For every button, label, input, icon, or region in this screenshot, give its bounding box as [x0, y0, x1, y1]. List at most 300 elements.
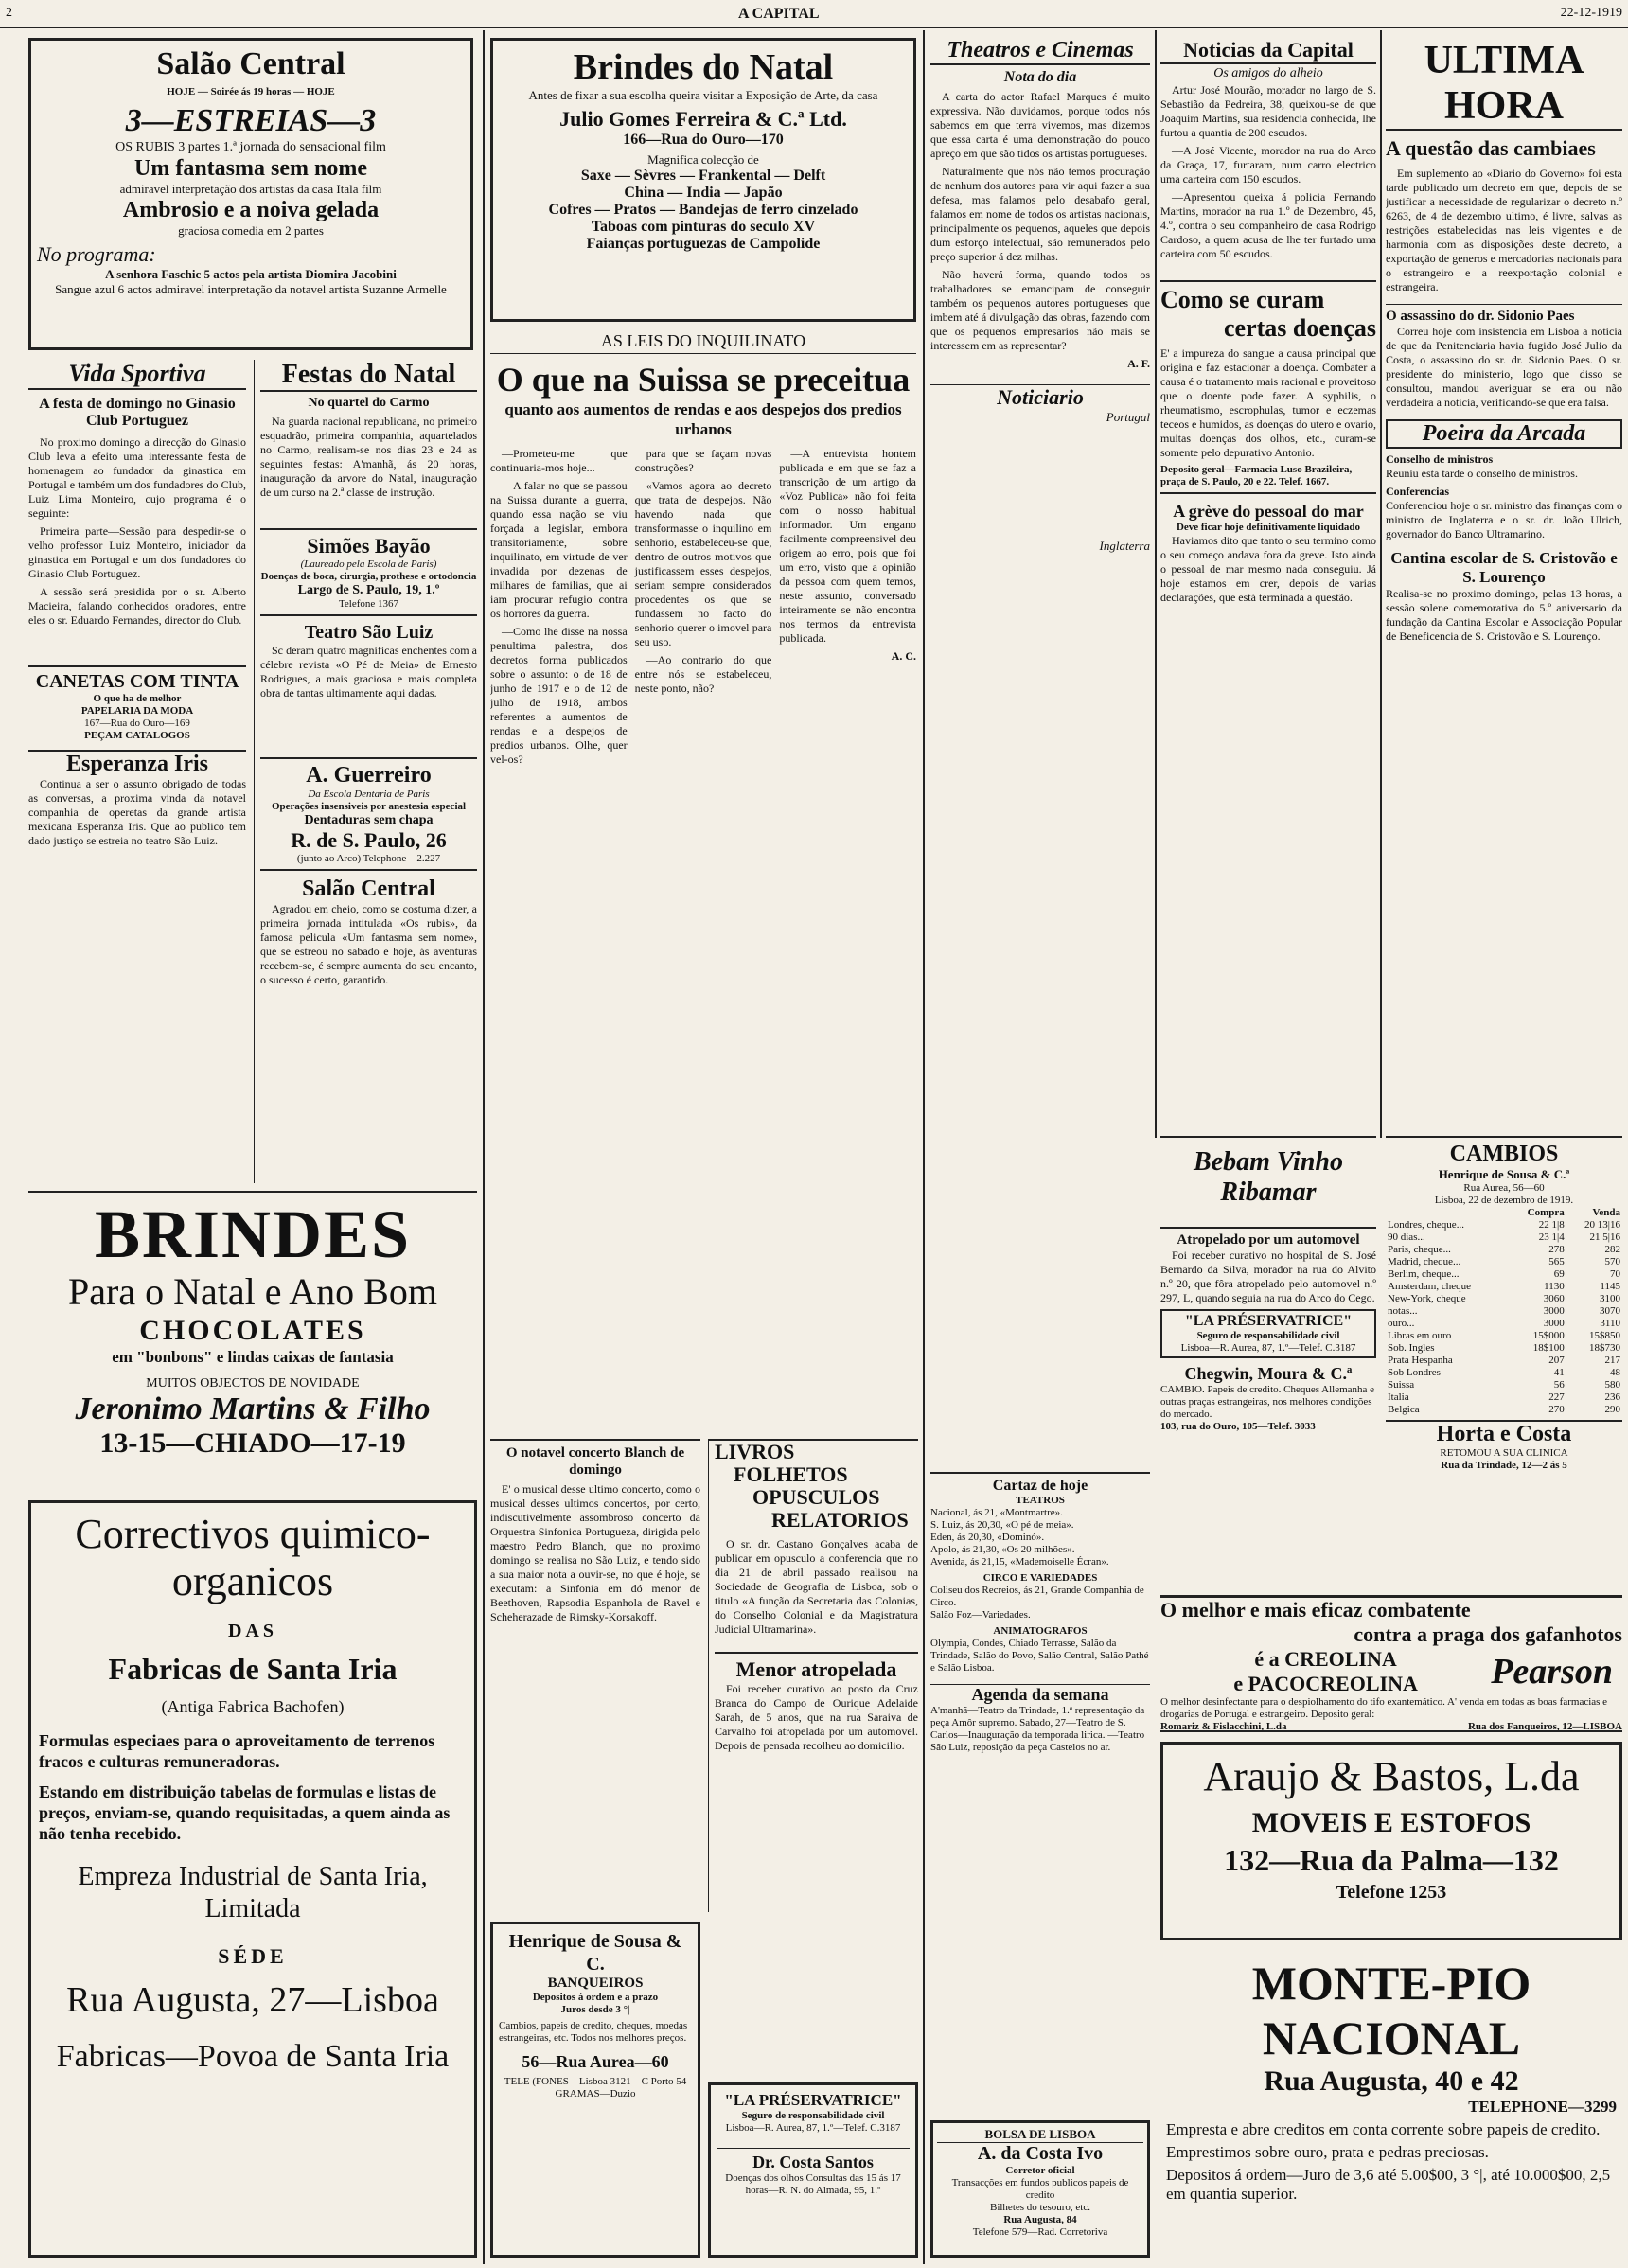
table-cell: 290: [1604, 1404, 1620, 1415]
ad-title: Dr. Costa Santos: [717, 2148, 910, 2172]
livros-article: [708, 1439, 918, 1912]
column-header: Compra: [1527, 1207, 1565, 1218]
ad-title: CANETAS COM TINTA: [35, 671, 239, 692]
column-rule: [1155, 30, 1157, 1138]
table-cell: 21 5|16: [1589, 1231, 1620, 1243]
table-cell: 580: [1604, 1379, 1620, 1391]
table-cell: Paris, cheque...: [1388, 1244, 1451, 1255]
table-header: [1386, 1207, 1622, 1219]
table-cell: 23 1|4: [1538, 1231, 1565, 1243]
table-cell: 236: [1604, 1391, 1620, 1403]
list-item: Avenida, ás 21,15, «Mademoiselle Écran».: [930, 1556, 1109, 1568]
headline: RELATORIOS: [771, 1508, 909, 1532]
column-header: Venda: [1592, 1207, 1620, 1218]
noticias-capital-column: [1160, 38, 1376, 1136]
paragraph: A carta do actor Rafael Marques é muito expressiva. Não duvidamos, porque todos nós sabemos em que terra vivemos, mas dizemos que essa carta é uma demonstração do pouco apreço em que são tidos os artistas portugueses.: [930, 90, 1150, 160]
ad-line: A senhora Faschic 5 actos pela artista Diomira Jacobini: [105, 267, 397, 281]
table-row: [1386, 1355, 1622, 1367]
table-cell: 18$100: [1532, 1342, 1565, 1354]
ad-line: PEÇAM CATALOGOS: [84, 730, 190, 741]
paragraph: Sc deram quatro magnificas enchentes com a célebre revista «O Pé de Meia» de Ernesto Rodrigues, a mais graciosa e mais completa obra de tantas ultimamente aqui dadas.: [260, 644, 477, 700]
canetas-ad: [28, 665, 246, 742]
newspaper-name: A CAPITAL: [738, 6, 820, 22]
curam-ad: [1160, 280, 1376, 494]
ad-line: Deposito geral—Farmacia Luso Brazileira, praça de S. Paulo, 20 e 22. Telef. 1667.: [1160, 464, 1353, 487]
ad-line: Faianças portuguezas de Campolide: [586, 236, 821, 252]
table-cell: 20 13|16: [1584, 1219, 1620, 1231]
ad-title: Brindes do Natal: [573, 47, 834, 87]
brindes-ad: [28, 1191, 477, 1494]
headline: O assassino do dr. Sidonio Paes: [1386, 304, 1622, 325]
section-masthead: Noticias da Capital: [1160, 38, 1376, 64]
brand-name: Pearson: [1491, 1652, 1613, 1692]
subhead: No quartel do Carmo: [308, 396, 430, 410]
paragraph: Não haverá forma, quando todos os trabalhadores se emancipam de conseguir também os pequenos autores portugueses que imbem até á divulgação das obras, fazendo com que os pequenos empresarios não mais se interessem em as representar?: [930, 268, 1150, 352]
signature: A. F.: [1127, 357, 1150, 370]
article-headline: O que na Suissa se preceitua: [496, 361, 911, 399]
table-cell: 1130: [1544, 1281, 1565, 1292]
ad-line: Cambios, papeis de credito, cheques, moedas estrangeiras, etc. Todos nos melhores preços.: [499, 2020, 688, 2044]
ad-line: Dentaduras sem chapa: [304, 813, 434, 827]
montepio-ad: [1160, 1950, 1622, 2262]
article-body: Reuniu esta tarde o conselho de ministros.: [1386, 467, 1578, 480]
ad-title: A. Guerreiro: [306, 763, 432, 788]
ad-line: Doenças dos olhos Consultas das 15 ás 17 horas—R. N. do Almada, 95, 1.º: [725, 2172, 901, 2196]
ad-line: Doenças de boca, cirurgia, prothese e ortodoncia: [260, 571, 477, 582]
ad-title: "LA PRÉSERVATRICE": [1184, 1313, 1353, 1329]
paragraph: E' o musical desse ultimo concerto, como o musical desses ultimos concertos, por certo, indiscutivelmente assombroso concerto da Orquestra Sinfonica Portugueza, dirigida pelo maestro Pedro Blanch, que no proximo domingo se realisa no São Luiz, e tendo sido a sua maior nota a ouvir-se, no que é hoje, se executam: a Sinfonia em dó menor de Beethoven, Rapsodia Espanhola de Ravel e Scheherazade de Rimsky-Korsakoff.: [490, 1482, 700, 1623]
henrique-sousa-ad: [490, 1922, 700, 2258]
ad-title: certas doenças: [1223, 314, 1376, 342]
list-item: Apolo, ás 21,30, «Os 20 milhões».: [930, 1544, 1075, 1555]
table-cell: 22 1|8: [1538, 1219, 1565, 1231]
headline: LIVROS: [715, 1440, 795, 1463]
article-body: [1386, 167, 1622, 294]
paragraph: —Prometeu-me que continuaria-mos hoje...: [490, 447, 628, 474]
subhead: Os amigos do alheio: [1213, 66, 1323, 80]
ad-address: 103, rua do Ouro, 105—Telef. 3033: [1160, 1421, 1316, 1432]
list-item: Coliseu dos Recreios, ás 21, Grande Companhia de Circo.: [930, 1585, 1144, 1608]
table-cell: Amsterdam, cheque: [1388, 1281, 1471, 1292]
paragraph: Correu hoje com insistencia em Lisboa a noticia de que da Penitenciaria havia fugido José Julio da Costa, o assassino do sr. dr. Sidonio Paes. O sr. presidente do ministerio, logo que disso se consultou, mandou averiguar se era ou não verdadeira a noticia, verificando-se que era falsa.: [1386, 325, 1622, 409]
ultima-hora-column: [1386, 38, 1622, 1126]
ad-line: TELEPHONE—3299: [1468, 2098, 1617, 2116]
issue-date: 22-12-1919: [1560, 6, 1622, 20]
list-item: S. Luiz, ás 20,30, «O pé de meia».: [930, 1519, 1074, 1531]
ad-line: CHOCOLATES: [139, 1315, 366, 1346]
table-cell: 3000: [1543, 1318, 1565, 1329]
paragraph: —Como lhe disse na nossa penultima palestra, dos decretos forma publicados sobre o assunto: o de 18 de junho de 1917 e o de 12 de julho de 1918, ambos referentes a aumentos de rendas e a despejos de predios urbanos. Olhe, quer vel-os?: [490, 625, 628, 766]
article-body: [930, 90, 1150, 353]
table-cell: Londres, cheque...: [1388, 1219, 1464, 1231]
table-cell: 3100: [1600, 1293, 1620, 1304]
ad-line: em "bonbons" e lindas caixas de fantasia: [112, 1348, 394, 1366]
ad-line: DAS: [227, 1621, 277, 1641]
bolsa-ad: [930, 2120, 1150, 2258]
table-row: [1386, 1281, 1622, 1293]
ad-title: Bebam Vinho: [1194, 1147, 1343, 1177]
article-column: [490, 447, 628, 771]
ad-address: Rua dos Fanqueiros, 12—LISBOA: [1467, 1721, 1622, 1732]
ad-line: Transacções em fundos publicos papeis de credito: [951, 2177, 1129, 2201]
table-row: [1386, 1391, 1622, 1404]
ad-line: admiravel interpretação dos artistas da casa Itala film: [119, 182, 382, 196]
table-cell: 3110: [1600, 1318, 1620, 1329]
araujo-bastos-ad: [1160, 1742, 1622, 1940]
paragraph: Na guarda nacional republicana, no primeiro esquadrão, primeira companhia, aquartelados no Carmo, realisam-se nos dias 23 e 24 as seguintes festas: A'manhã, ás 20 horas, inauguração da arvore do Natal, inauguração de um curso na 2.ª classe de instrução.: [260, 415, 477, 499]
paragraph: —A José Vicente, morador na rua do Arco da Graça, 17, furtaram, num carro electrico uma carteira com 150 escudos.: [1160, 144, 1376, 186]
subhead: TEATROS: [1016, 1495, 1065, 1506]
list-item: Olympia, Condes, Chiado Terrasse, Salão da Trindade, Salão do Povo, Salão Central, Salão Pathé e Salão Lisboa.: [930, 1638, 1149, 1674]
ad-title: Salão Central: [156, 46, 345, 81]
table-row: [1386, 1219, 1622, 1231]
ad-line: Empresta e abre creditos em conta corrente sobre papeis de credito.: [1166, 2120, 1601, 2138]
ad-firm: Julio Gomes Ferreira & C.ª Ltd.: [559, 107, 847, 131]
headline: A festa de domingo no Ginasio Club Portuguez: [39, 396, 236, 429]
table-row: [1386, 1268, 1622, 1281]
ad-line: Telefone 1367: [338, 598, 399, 610]
table-cell: Italia: [1388, 1391, 1409, 1403]
festas-natal-column: [254, 360, 477, 1183]
creolina-ad: [1160, 1595, 1622, 1732]
section-masthead: Poeira da Arcada: [1386, 419, 1622, 449]
table-cell: New-York, cheque: [1388, 1293, 1466, 1304]
table-cell: 90 dias...: [1388, 1231, 1425, 1243]
table-cell: 15$850: [1589, 1330, 1620, 1341]
column-rule: [483, 30, 485, 2264]
table-row: [1386, 1244, 1622, 1256]
ad-line: Magnifica colecção de: [647, 152, 759, 167]
ad-line: 167—Rua do Ouro—169: [84, 718, 190, 729]
ad-address: 13-15—CHIADO—17-19: [99, 1427, 406, 1459]
ad-line: Da Escola Dentaria de Paris: [308, 788, 430, 800]
subhead: Conselho de ministros: [1386, 452, 1494, 466]
article-body: [1160, 1249, 1376, 1305]
ad-title: BOLSA DE LISBOA: [937, 2127, 1143, 2143]
subhead: Conferencias: [1386, 485, 1450, 498]
correctivos-ad: [28, 1500, 477, 2258]
ad-title: Como se curam: [1160, 286, 1325, 313]
list-item: Eden, ás 20,30, «Dominó».: [930, 1532, 1045, 1543]
article-body: Conferenciou hoje o sr. ministro das finanças com o ministro de Inglaterra e o sr. dr. João Ulrich, governador do Banco Ultramarino.: [1386, 499, 1622, 540]
ad-title: MONTE-PIO NACIONAL: [1251, 1957, 1531, 2064]
subhead: CIRCO E VARIEDADES: [982, 1572, 1098, 1584]
list-item: Nacional, ás 21, «Montmartre».: [930, 1507, 1063, 1518]
paragraph: Agradou em cheio, como se costuma dizer, a primeira jornada intitulada «Os rubis», da famosa pelicula «Um fantasma sem nome», que se estreou no sabado e hoje, ás aventuras recebem-se, é sempre aumenta do seu encanto, o sucesso é certo, garantido.: [260, 902, 477, 986]
article-body: [260, 644, 477, 700]
ad-film-title: Um fantasma sem nome: [134, 156, 367, 181]
paragraph: Artur José Mourão, morador no largo de S. Sebastião da Pedreira, 38, queixou-se de que Joaquim Martins, sua residencia conhecida, lhe furtou a quantia de 200 escudos.: [1160, 83, 1376, 139]
ad-line: BANQUEIROS: [547, 1976, 644, 1991]
subhead: Nota do dia: [1003, 69, 1077, 85]
table-cell: 278: [1548, 1244, 1565, 1255]
ad-line: TELE (FONES—Lisboa 3121—C Porto 54 GRAMAS—Duzio: [504, 2076, 687, 2100]
ad-line: Taboas com pinturas do seculo XV: [591, 219, 816, 235]
preservatrice-ad: [708, 2082, 918, 2258]
ad-line: Emprestimos sobre ouro, prata e pedras preciosas.: [1166, 2143, 1489, 2161]
ad-address: Rua Augusta, 84: [1003, 2214, 1077, 2225]
paragraph: «Vamos agora ao decreto que trata de despejos. Não havendo nada que transformasse o inquilino em senhorio, estabeleceu-se que, dentro de outros motivos que justificassem esses despejos, seriam sempre considerados procedentes os que se fundassem no facto do senhorio querer o imovel para seu uso.: [634, 479, 772, 648]
column-rule: [1380, 30, 1382, 1138]
inquilinato-article: [490, 331, 916, 1429]
article-body: [1160, 83, 1376, 261]
table-cell: 56: [1553, 1379, 1565, 1391]
headline: Menor atropelada: [715, 1652, 918, 1682]
table-row: [1386, 1318, 1622, 1330]
article-body: [1160, 534, 1376, 605]
salao-central-ad: [28, 38, 473, 350]
ad-line: Estando em distribuição tabelas de formulas e listas de preços, enviam-se, quando requisitadas, a quem ainda as não tenha recebido.: [39, 1782, 451, 1843]
paragraph: Foi receber curativo ao posto da Cruz Branca do Campo de Ourique Adelaide Sarah, de 5 anos, que na rua Saraiva de Carvalho foi atropelada por um automovel. Depois de pensada recolheu ao domicilio.: [715, 1682, 918, 1752]
table-row: [1386, 1404, 1622, 1416]
paragraph: Primeira parte—Sessão para despedir-se o velho professor Luiz Monteiro, iniciador da ginastica em Portugal e um dos fundadores do Ginasio Club Portuguez.: [28, 524, 246, 580]
table-cell: 69: [1553, 1268, 1565, 1280]
ad-programa: No programa:: [37, 242, 156, 266]
ad-line: Fabricas de Santa Iria: [108, 1652, 398, 1686]
article-body: [715, 1537, 918, 1637]
table-cell: 48: [1610, 1367, 1620, 1378]
headline: Cartaz de hoje: [992, 1478, 1088, 1494]
ad-line: SÉDE: [218, 1944, 288, 1968]
ad-line: Telefone 1253: [1336, 1882, 1447, 1903]
paragraph: No proximo domingo a direcção do Ginasio Club leva a efeito uma interessante festa de homenagem ao fundador da ginastica em Portugal e também um dos fundadores do Club, Luiz Lima Monteiro, cujo programa é o seguinte:: [28, 435, 246, 520]
paragraph: —A falar no que se passou na Suissa durante a guerra, quando essa nação se viu forçada a legislar, embora transitoriamente, sobre inquilinato, em virtude de ver invadida por dezenas de milhares de familias, que ai iam procurar refugio contra os horrores da guerra.: [490, 479, 628, 620]
article-column: [635, 447, 772, 771]
table-cell: 18$730: [1589, 1342, 1620, 1354]
headline: Festas do Natal: [260, 360, 477, 392]
table-cell: notas...: [1388, 1305, 1418, 1317]
headline: FOLHETOS: [734, 1462, 848, 1486]
ad-line: Juros desde 3 °|: [560, 2004, 630, 2015]
ad-line: Rua da Trindade, 12—2 ás 5: [1441, 1460, 1567, 1471]
ad-line: Lisboa—R. Aurea, 87, 1.º—Telef. C.3187: [1180, 1342, 1356, 1354]
paragraph: —Ao contrario do que entre nós se estabeleceu, neste ponto, não?: [634, 653, 772, 695]
list-item: A'manhã—Teatro da Trindade, 1.ª representação da peça Amôr supremo. Sabado, 27—Teatro de S. Carlos—Inauguração da temporada lirica. —Teatro São Luiz, reposição da peça Castelos no ar.: [930, 1705, 1145, 1753]
ad-line: PAPELARIA DA MODA: [80, 705, 194, 717]
headline: Salão Central: [302, 877, 435, 901]
article-column: [779, 447, 916, 771]
ad-line: CAMBIO. Papeis de credito. Cheques Allemanha e outras praças estrangeiras, nos melhores condições do mercado.: [1160, 1384, 1375, 1420]
ad-address: 132—Rua da Palma—132: [1224, 1843, 1559, 1877]
table-cell: 3070: [1600, 1305, 1620, 1317]
article-body: [260, 415, 477, 500]
cambios-table: [1386, 1207, 1622, 1416]
ad-line: contra a praga dos gafanhotos: [1354, 1622, 1622, 1646]
ad-firm: Romariz & Fislacchini, L.da: [1160, 1721, 1287, 1732]
list-item: Salão Foz—Variedades.: [930, 1609, 1031, 1621]
paragraph: —A entrevista hontem publicada e em que se faz a transcrição de um artigo da «Voz Publica» não foi feita com o nosso habitual informador. Um engano facilmente compreensivel deu origem ao erro, pois que foi um erro, visto que a opinião da pessoa com quem temos, neste assunto, conversado inteiramente se não encontra nos termos da entrevista publicada.: [779, 447, 916, 645]
ad-address: Rua Augusta, 27—Lisboa: [66, 1980, 439, 2020]
table-cell: 1145: [1600, 1281, 1620, 1292]
simoes-bayao-ad: [260, 528, 477, 616]
table-cell: Belgica: [1388, 1404, 1420, 1415]
table-cell: 217: [1604, 1355, 1620, 1366]
column-rule: [923, 30, 925, 2264]
ad-line: Sangue azul 6 actos admiravel interpretação da notavel artista Suzanne Armelle: [55, 282, 447, 296]
article-body: [28, 777, 246, 848]
ad-line: Antes de fixar a sua escolha queira visitar a Exposição de Arte, da casa: [528, 88, 878, 102]
article-kicker: AS LEIS DO INQUILINATO: [490, 331, 916, 354]
article-columns: [490, 447, 916, 771]
table-cell: Berlim, cheque...: [1388, 1268, 1460, 1280]
table-body: [1386, 1219, 1622, 1416]
ad-address: Fabricas—Povoa de Santa Iria: [56, 2039, 450, 2074]
ad-line: Corretor oficial: [1005, 2165, 1075, 2176]
table-cell: 282: [1604, 1244, 1620, 1255]
table-cell: 15$000: [1532, 1330, 1565, 1341]
ad-line: Formulas especiaes para o aproveitamento de terrenos fracos e culturas remuneradoras.: [39, 1731, 435, 1771]
ad-firm: Jeronimo Martins & Filho: [75, 1391, 431, 1426]
ad-line: Cofres — Pratos — Bandejas de ferro cinzelado: [548, 202, 858, 218]
ad-body: E' a impureza do sangue a causa principal que origina e faz estacionar a doença. Combater a causa é o tratamento mais racional e proveitoso que o doente pode fazer. A syphilis, o rheumatismo, escrophulas, tumor e eczemas teceos e humidos, as doenças do utero e ovario, muitas doenças dos olhos, etc., curam-se somente pelo depurativo Antonio.: [1160, 346, 1376, 459]
table-row: [1386, 1256, 1622, 1268]
headline: Agenda da semana: [930, 1684, 1150, 1705]
ad-line: Depositos á ordem—Juro de 3,6 até 5.00$00, 3 °|, até 10.000$00, 2,5 em quantia superior.: [1166, 2166, 1611, 2203]
ad-line: R. de S. Paulo, 26: [291, 828, 447, 852]
ad-line: Saxe — Sèvres — Frankental — Delft: [580, 168, 826, 184]
table-cell: Suissa: [1388, 1379, 1415, 1391]
table-cell: ouro...: [1388, 1318, 1415, 1329]
ad-line: O que ha de melhor: [93, 693, 182, 704]
ad-line: é a CREOLINA: [1254, 1647, 1397, 1671]
ad-firm: Empreza Industrial de Santa Iria, Limitada: [78, 1862, 428, 1923]
subhead: Inglaterra: [1099, 539, 1150, 553]
ad-firm: A. da Costa Ivo: [977, 2143, 1104, 2164]
table-cell: Madrid, cheque...: [1388, 1256, 1461, 1267]
paragraph: A sessão será presidida por o sr. Alberto Macieira, falando conhecidos oradores, entre eles o sr. Eduardo Fernandes, director do Club.: [28, 585, 246, 627]
ad-title: Simões Bayão: [307, 534, 431, 558]
ad-subtitle: HOJE — Soirée ás 19 horas — HOJE: [167, 86, 335, 97]
ad-title: Horta e Costa: [1386, 1420, 1622, 1447]
article-body: [1386, 325, 1622, 410]
headline: CAMBIOS: [1449, 1142, 1559, 1166]
table-cell: 570: [1604, 1256, 1620, 1267]
ad-title: Correctivos quimico-organicos: [75, 1511, 431, 1604]
ad-title: Araujo & Bastos, L.da: [1203, 1753, 1580, 1799]
ad-line: Telefone 579—Rad. Corretoriva: [972, 2226, 1108, 2238]
table-cell: Prata Hespanha: [1388, 1355, 1453, 1366]
ad-line: (Antiga Fabrica Bachofen): [161, 1697, 345, 1716]
paragraph: Em suplemento ao «Diario do Governo» foi esta tarde publicado um decreto em que, depois de se justificar a necessidade de regularizar o decreto n.º 6263, de 4 de dezembro ultimo, é livre, salvas as restrições estabelecidas nas leis vigentes e de harmonia com as disposições deste decreto, a exportação de generos e mercadorias nacionais para o estrangeiro e a reexportação colonial e estrangeira.: [1386, 167, 1622, 293]
ad-line: O melhor desinfectante para o despiolhamento do tifo exantemático. A' venda em todas as boas farmacias e drogarias de Portugal e estrangeiro. Deposito geral:: [1160, 1696, 1608, 1720]
article-body: [28, 435, 246, 628]
paragraph: para que se façam novas construções?: [634, 447, 772, 474]
ad-title: "LA PRÉSERVATRICE": [724, 2091, 902, 2109]
paragraph: Continua a ser o assunto obrigado de todas as conversas, a proxima vinda da notavel companhia de operetas da grande artista mexicana Esperanza Iris. Que ao publico tem dado justiço se estreia no teatro São Luiz.: [28, 777, 246, 847]
table-cell: Sob Londres: [1388, 1367, 1441, 1378]
table-cell: 270: [1548, 1404, 1565, 1415]
ad-line: O melhor e mais eficaz combatente: [1160, 1598, 1471, 1621]
ad-firm: Chegwin, Moura & C.ª: [1184, 1364, 1353, 1383]
vida-sportiva-column: [28, 360, 246, 1183]
ad-line: Depositos á ordem e a prazo: [532, 1992, 659, 2003]
ad-line: (Laureado pela Escola de Paris): [300, 558, 437, 570]
subhead: Henrique de Sousa & C.ª: [1438, 1167, 1570, 1181]
noticias-lower: [1160, 1136, 1376, 1590]
table-cell: 207: [1548, 1355, 1565, 1366]
concerto-article: [490, 1439, 700, 1912]
ad-line: Lisboa—R. Aurea, 87, 1.º—Telef. C.3187: [725, 2122, 901, 2134]
headline: Atropelado por um automovel: [1160, 1227, 1376, 1249]
brindes-natal-ad: [490, 38, 916, 322]
guerreiro-ad: [260, 757, 477, 871]
ad-address: 56—Rua Aurea—60: [522, 2052, 669, 2071]
table-cell: Sob. Ingles: [1388, 1342, 1435, 1354]
ad-line: Para o Natal e Ano Bom: [68, 1270, 437, 1313]
table-row: [1386, 1305, 1622, 1318]
ad-line: China — India — Japão: [624, 185, 783, 201]
section-masthead: Theatros e Cinemas: [930, 38, 1150, 65]
ad-line: graciosa comedia em 2 partes: [178, 223, 324, 238]
ad-address: Rua Augusta, 40 e 42: [1264, 2065, 1519, 2097]
article-body: [490, 1482, 700, 1624]
ad-line: Largo de S. Paulo, 19, 1.º: [297, 583, 440, 597]
paragraph: —Apresentou queixa á policia Fernando Martins, morador na rua 1.º de Dezembro, 45, 4.º, contra o seu companheiro de casa Rodrigo Cardoso, a quem acusa de lhe ter furtado uma carteira com 50 escudos.: [1160, 190, 1376, 260]
cambios-table-block: [1386, 1136, 1622, 1505]
section-masthead: Vida Sportiva: [28, 360, 246, 390]
ad-line: Seguro de responsabilidade civil: [741, 2110, 885, 2121]
ad-line: (junto ao Arco) Telephone—2.227: [296, 853, 441, 864]
ad-line: e PACOCREOLINA: [1233, 1672, 1418, 1695]
subhead: Lisboa, 22 de dezembro de 1919.: [1434, 1195, 1574, 1206]
ad-title: Henrique de Sousa & C.: [508, 1931, 682, 1975]
cartaz-column: [930, 1472, 1150, 2040]
signature: A. C.: [891, 649, 916, 663]
page-header: [0, 0, 1628, 28]
subhead: Rua Aurea, 56—60: [1463, 1182, 1545, 1194]
subhead: Deve ficar hoje definitivamente liquidado: [1176, 522, 1361, 533]
ad-line: MOVEIS E ESTOFOS: [1251, 1807, 1531, 1838]
article-body: Realisa-se no proximo domingo, pelas 13 horas, a sessão solene comemorativa do 5.º aniversario da fundação da Cantina Escolar e Associação Popular de Beneficencia de S. Cristovão e S. Lourenço.: [1386, 587, 1622, 643]
ad-address: 166—Rua do Ouro—170: [623, 132, 784, 148]
table-row: [1386, 1330, 1622, 1342]
table-cell: 3000: [1543, 1305, 1565, 1317]
article-body: [715, 1682, 918, 1753]
table-row: [1386, 1367, 1622, 1379]
teatros-column: [930, 38, 1150, 1089]
headline: Noticiario: [930, 384, 1150, 410]
headline: Esperanza Iris: [28, 750, 246, 777]
paragraph: O sr. dr. Castano Gonçalves acaba de publicar em opusculo a conferencia que no dia 21 de abril passado realisou na Sociedade de Geografia de Lisboa, sob o titulo «A função da Secretaria das Colonias, do Conselho Colonial e da Magistratura Judicial Ultramarina».: [715, 1537, 918, 1636]
ad-line: RETOMOU A SUA CLINICA: [1440, 1447, 1568, 1459]
paragraph: Foi receber curativo no hospital de S. José Bernardo da Silva, morador na rua do Alvito n.º 20, que fôra atropelado pelo automovel n.º 297, L, quando seguia na rua do Arco do Cego.: [1160, 1249, 1376, 1304]
ad-estreias: 3—ESTREIAS—3: [125, 103, 377, 138]
headline: O notavel concerto Blanch de domingo: [505, 1445, 685, 1478]
ad-line: OS RUBIS 3 partes 1.ª jornada do sensacional film: [115, 140, 386, 154]
ad-film-title: Ambrosio e a noiva gelada: [122, 198, 380, 222]
headline: A grève do pessoal do mar: [1173, 502, 1364, 521]
table-row: [1386, 1342, 1622, 1355]
headline: Teatro São Luiz: [304, 622, 434, 643]
ad-line: Operações insensiveis por anestesia especial: [271, 801, 467, 812]
table-cell: 565: [1548, 1256, 1565, 1267]
table-cell: 227: [1548, 1391, 1565, 1403]
table-row: [1386, 1379, 1622, 1391]
table-row: [1386, 1231, 1622, 1244]
preservatrice-small-ad: [1160, 1309, 1376, 1358]
paragraph: Naturalmente que nós não temos procuração de nenhum dos autores para vir aqui fazer a sua defesa, mas falamos pelo desabafo geral, falamos em nome de todos os artistas nacionais, principalmente os pequenos, aqueles que depois dum esforço intelectual, são remunerados pelo preço superior á dez milhas.: [930, 165, 1150, 263]
headline: A questão das cambiaes: [1386, 136, 1596, 160]
headline: OPUSCULOS: [752, 1485, 880, 1509]
paragraph: Haviamos dito que tanto o seu termino como o seu começo andava fora da greve. Isto ainda o pessoal de mar mesmo nada conseguiu. Já hoje estamos em crer, depois de varias declarações, que está terminada a questão.: [1160, 534, 1376, 604]
article-body: [260, 902, 477, 987]
section-masthead: ULTIMA HORA: [1386, 38, 1622, 131]
ad-line: MUITOS OBJECTOS DE NOVIDADE: [146, 1376, 360, 1391]
table-cell: 3060: [1543, 1293, 1565, 1304]
table-row: [1386, 1293, 1622, 1305]
ad-title: Ribamar: [1220, 1178, 1317, 1207]
article-deck: quanto aos aumentos de rendas e aos despejos dos predios urbanos: [504, 400, 902, 438]
